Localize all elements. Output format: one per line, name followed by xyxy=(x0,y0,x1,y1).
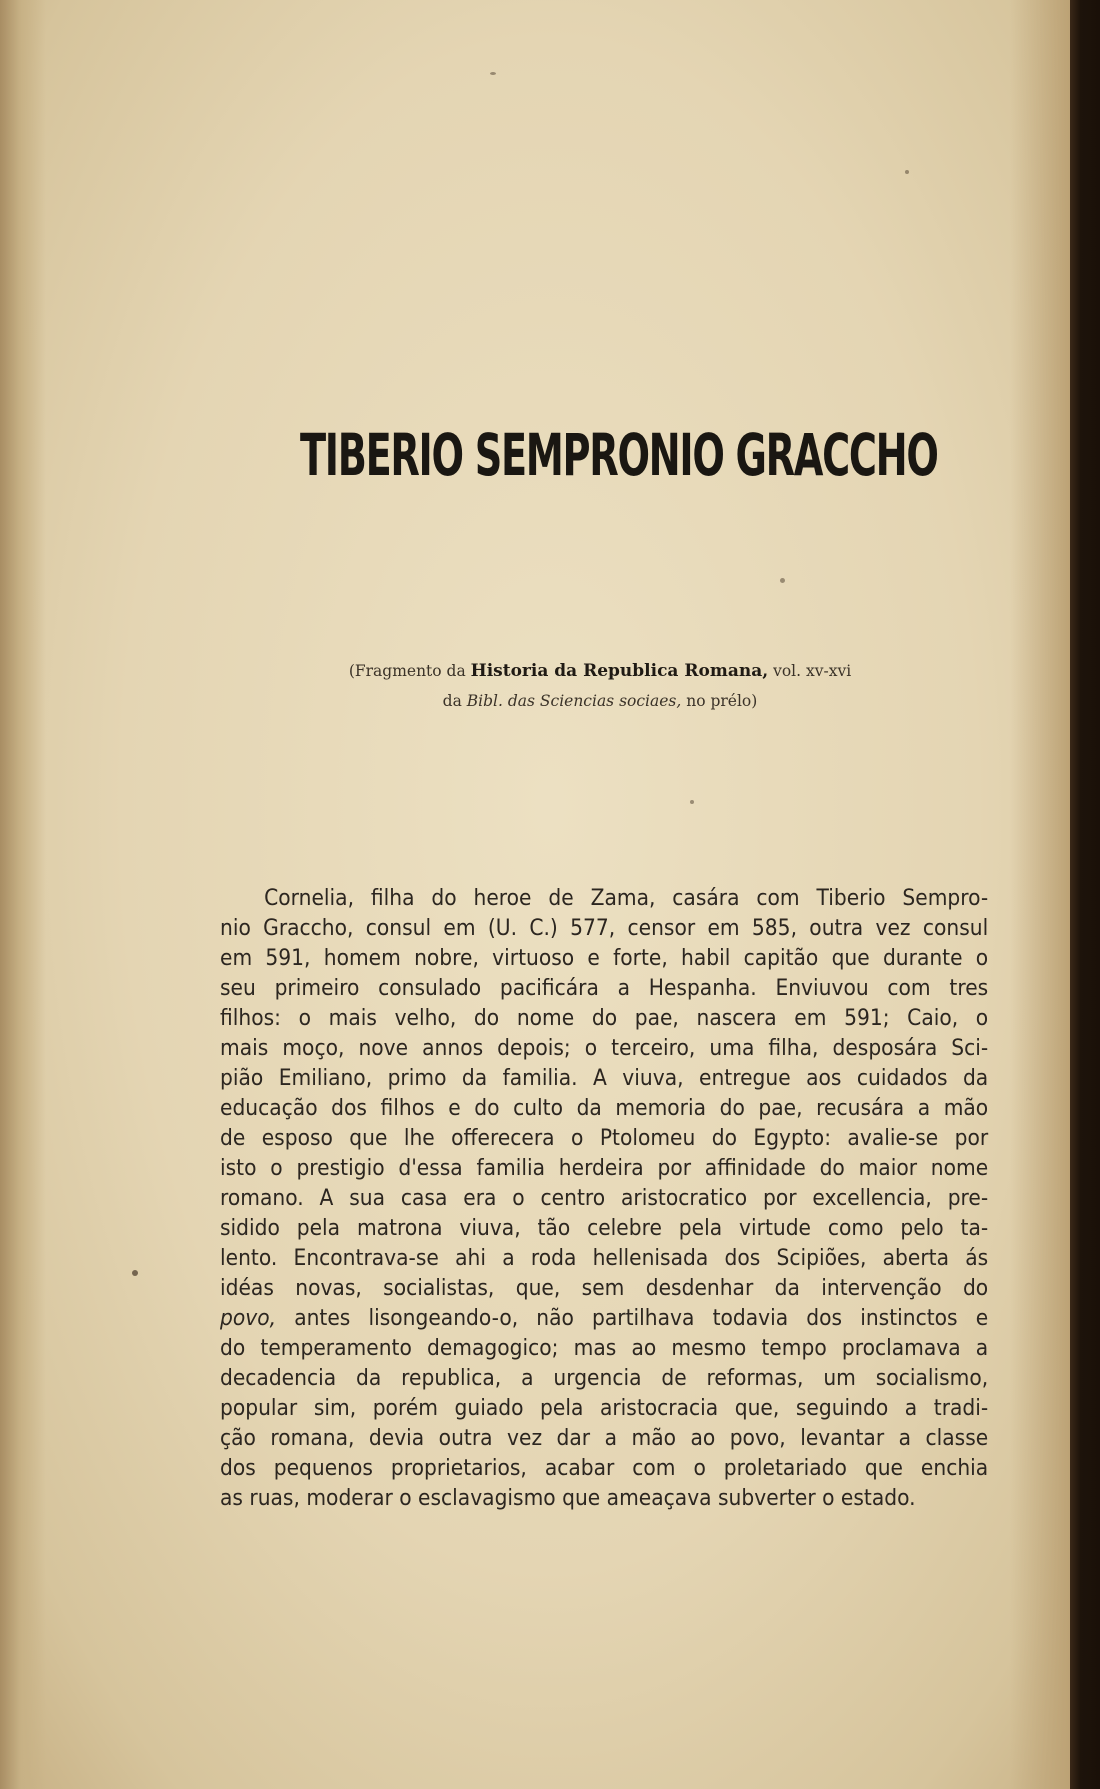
subtitle-line-1 xyxy=(200,656,1000,686)
title-text: TIBERIO SEMPRONIO GRACCHO xyxy=(300,421,938,489)
body-line: educação dos filhos e do culto da memoria do pae, recusára a mão xyxy=(220,1096,989,1121)
subtitle-note xyxy=(200,656,1000,716)
page-edge-fade xyxy=(1010,0,1070,1789)
body-line: em 591, homem nobre, virtuoso e forte, habil capitão que durante o xyxy=(220,946,989,971)
body-line: de esposo que lhe offerecera o Ptolomeu do Egypto: avalie-se por xyxy=(220,1126,989,1151)
page-edge-dark xyxy=(1070,0,1100,1789)
subtitle-line-2 xyxy=(200,686,1000,716)
body-line: seu primeiro consulado pacificára a Hespanha. Enviuvou com tres xyxy=(220,976,989,1001)
body-line: pião Emiliano, primo da familia. A viuva, entregue aos cuidados da xyxy=(220,1066,989,1091)
subtitle-volume: vol. xv-xvi xyxy=(768,662,852,680)
paper-speck xyxy=(905,170,909,174)
body-line-with-italic xyxy=(220,1304,988,1334)
page-title xyxy=(300,418,938,492)
body-line: ção romana, devia outra vez dar a mão ao povo, levantar a classe xyxy=(220,1426,989,1451)
body-line: Cornelia, filha do heroe de Zama, casára com Tiberio Sempro- xyxy=(264,886,989,911)
body-line: decadencia da republica, a urgencia de reformas, um socialismo, xyxy=(220,1366,989,1391)
body-line: do temperamento demagogico; mas ao mesmo tempo proclamava a xyxy=(220,1336,989,1361)
body-line: isto o prestigio d'essa familia herdeira por affinidade do maior nome xyxy=(220,1156,989,1181)
subtitle-series: Bibl. das Sciencias sociaes, xyxy=(466,692,682,710)
subtitle-prefix: da xyxy=(442,692,467,710)
body-paragraph xyxy=(220,884,988,1514)
body-line: nio Graccho, consul em (U. C.) 577, censor em 585, outra vez consul xyxy=(220,916,989,941)
body-line: romano. A sua casa era o centro aristocratico por excellencia, pre- xyxy=(220,1186,989,1211)
body-line: idéas novas, socialistas, que, sem desdenhar da intervenção do xyxy=(220,1276,989,1301)
body-line-rest: antes lisongeando-o, não partilhava todavia dos instinctos e xyxy=(294,1306,989,1331)
paper-speck xyxy=(490,72,496,75)
body-line: mais moço, nove annos depois; o terceiro, uma filha, desposára Sci- xyxy=(220,1036,989,1061)
paper-speck xyxy=(780,578,785,583)
subtitle-work-title: Historia da Republica Romana, xyxy=(470,661,769,681)
paper-speck xyxy=(132,1270,138,1276)
subtitle-open: (Fragmento da xyxy=(348,662,471,680)
subtitle-suffix: no prélo) xyxy=(681,692,758,710)
body-line: sidido pela matrona viuva, tão celebre pela virtude como pelo ta- xyxy=(220,1216,989,1241)
body-line: popular sim, porém guiado pela aristocracia que, seguindo a tradi- xyxy=(220,1396,989,1421)
paper-speck xyxy=(690,800,694,804)
body-line: filhos: o mais velho, do nome do pae, nascera em 591; Caio, o xyxy=(220,1006,989,1031)
body-line-last: as ruas, moderar o esclavagismo que ameaçava subverter o estado. xyxy=(220,1486,916,1511)
italic-word: povo, xyxy=(220,1306,277,1331)
page-gutter-shadow xyxy=(0,0,46,1789)
body-line: lento. Encontrava-se ahi a roda hellenisada dos Scipiões, aberta ás xyxy=(220,1246,989,1271)
body-line: dos pequenos proprietarios, acabar com o proletariado que enchia xyxy=(220,1456,989,1481)
